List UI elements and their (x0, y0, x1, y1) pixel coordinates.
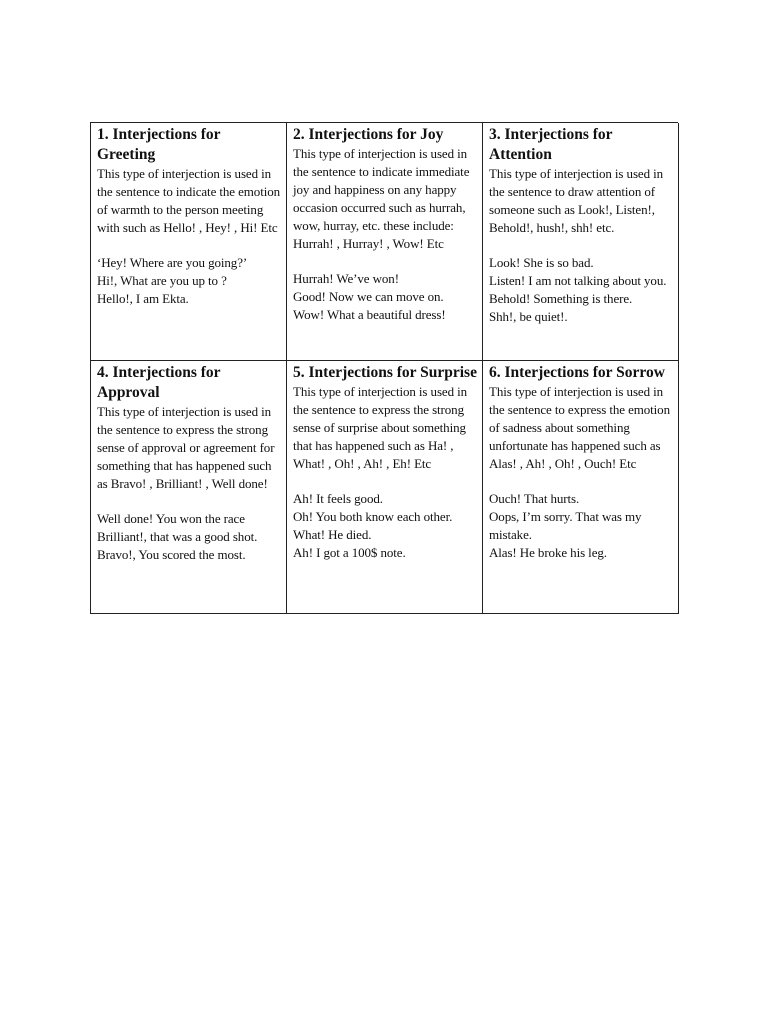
example-line: Alas! He broke his leg. (489, 545, 607, 560)
cell-description: This type of interjection is used in the sentence to draw attention of someone such as Look!, Listen!, Behold!, hush!, shh! etc. (489, 166, 664, 235)
example-line: ‘Hey! Where are you going?’ (97, 255, 248, 270)
cell-examples (489, 254, 674, 326)
cell-title: 1. Interjections for Greeting (97, 126, 221, 163)
cell-examples (489, 490, 674, 562)
cell-description: This type of interjection is used in the sentence to express the strong sense of surprise about something that has happened such as Ha! , What! , Oh! , Ah! , Eh! Etc (293, 384, 468, 471)
cell-title: 3. Interjections for Attention (489, 126, 613, 163)
example-line: Shh!, be quiet!. (489, 309, 568, 324)
cell-greeting (91, 123, 287, 361)
example-line: Wow! What a beautiful dress! (293, 307, 446, 322)
cell-joy (287, 123, 483, 361)
example-line: Hi!, What are you up to ? (97, 273, 227, 288)
cell-description: This type of interjection is used in the sentence to express the emotion of sadness about something unfortunate has happened such as Alas! , Ah! , Oh! , Ouch! Etc (489, 384, 670, 471)
example-line: Listen! I am not talking about you. (489, 273, 667, 288)
example-line: Ouch! That hurts. (489, 491, 580, 506)
cell-examples (293, 490, 478, 562)
cell-examples (293, 270, 478, 324)
cell-title: 6. Interjections for Sorrow (489, 364, 665, 381)
example-line: Ah! I got a 100$ note. (293, 545, 406, 560)
example-line: Well done! You won the race (97, 511, 245, 526)
example-line: Bravo!, You scored the most. (97, 547, 246, 562)
example-line: Behold! Something is there. (489, 291, 633, 306)
cell-approval (91, 361, 287, 614)
cell-description: This type of interjection is used in the sentence to indicate immediate joy and happiness on any happy occasion occurred such as hurrah, wow, hurray, etc. these include: Hurrah! , Hurray! , Wow! Etc (293, 146, 470, 251)
cell-description: This type of interjection is used in the sentence to express the strong sense of approval or agreement for something that has happened such as Bravo! , Brilliant! , Well done! (97, 404, 275, 491)
cell-description: This type of interjection is used in the sentence to indicate the emotion of warmth to the person meeting with such as Hello! , Hey! , Hi! Etc (97, 166, 281, 235)
example-line: What! He died. (293, 527, 372, 542)
interjections-table (90, 122, 678, 614)
cell-title: 2. Interjections for Joy (293, 126, 444, 143)
cell-title: 4. Interjections for Approval (97, 364, 221, 401)
example-line: Oops, I’m sorry. That was my mistake. (489, 509, 642, 542)
example-line: Look! She is so bad. (489, 255, 594, 270)
cell-surprise (287, 361, 483, 614)
cell-title: 5. Interjections for Surprise (293, 364, 477, 381)
cell-examples (97, 510, 282, 564)
example-line: Ah! It feels good. (293, 491, 383, 506)
cell-attention (483, 123, 679, 361)
example-line: Good! Now we can move on. (293, 289, 444, 304)
example-line: Hello!, I am Ekta. (97, 291, 189, 306)
cell-sorrow (483, 361, 679, 614)
example-line: Hurrah! We’ve won! (293, 271, 399, 286)
cell-examples (97, 254, 282, 308)
example-line: Oh! You both know each other. (293, 509, 453, 524)
example-line: Brilliant!, that was a good shot. (97, 529, 258, 544)
